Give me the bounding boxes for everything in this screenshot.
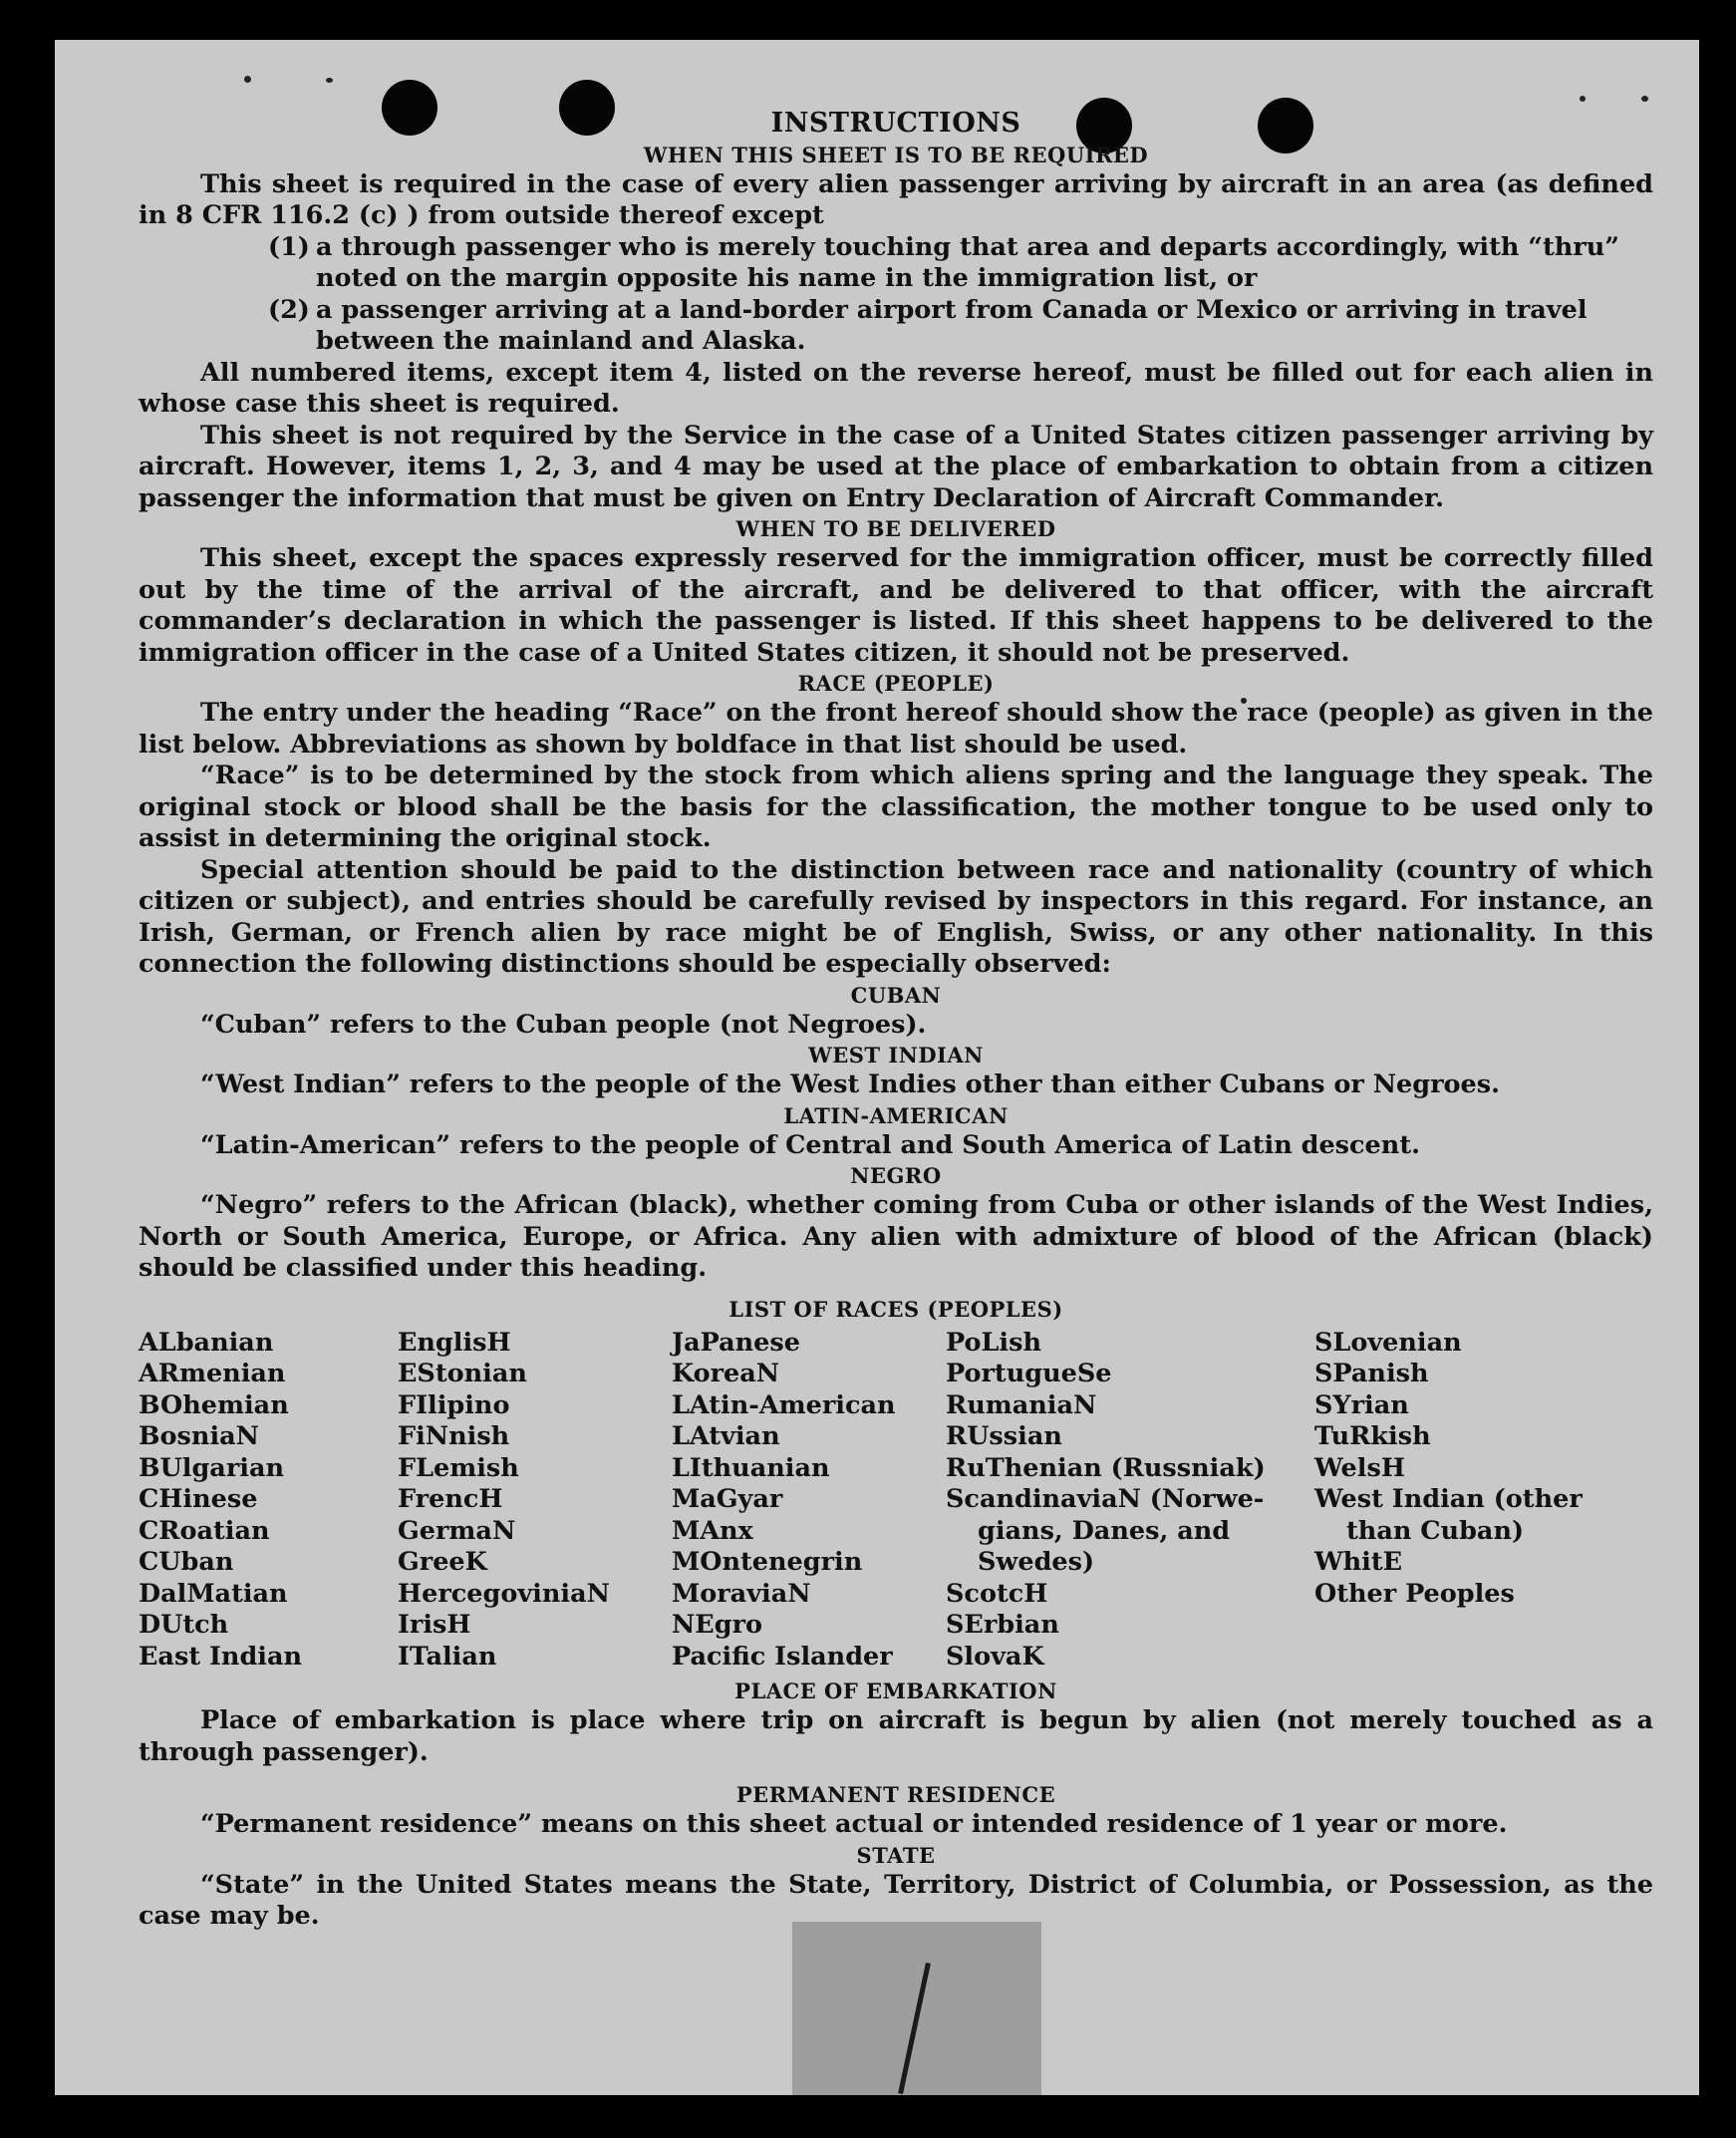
race-item: ALbanian bbox=[139, 1327, 274, 1358]
paragraph: This sheet is required in the case of every alien passenger arriving by aircraft in an area (as defined in 8 CFR 116.2 (c) ) from outside thereof except bbox=[139, 168, 1653, 230]
heading-race: RACE (PEOPLE) bbox=[797, 671, 995, 696]
race-item: West Indian (other bbox=[1314, 1484, 1583, 1514]
definition-latin-american: “Latin-American” refers to the people of Central and South America of Latin descent. bbox=[200, 1129, 1420, 1160]
paragraph: Special attention should be paid to the distinction between race and nationality (country of which citizen or subject), and entries should be carefully revised by inspectors in this regard. For instance, an Irish, German, or French alien by race might be of English, Swiss, or any other nationality. In this connection the following distinctions should be especially observed: bbox=[139, 854, 1653, 979]
race-item: PoLish bbox=[946, 1327, 1042, 1358]
item-text: a through passenger who is merely touching that area and departs accordingly, with “thru” bbox=[316, 231, 1619, 262]
race-item: ITalian bbox=[398, 1641, 497, 1672]
speck bbox=[1580, 96, 1586, 102]
race-item: GreeK bbox=[398, 1547, 487, 1577]
race-item: MOntenegrin bbox=[672, 1547, 863, 1577]
race-item: CRoatian bbox=[139, 1515, 270, 1546]
item-text: a passenger arriving at a land-border airport from Canada or Mexico or arriving in travel bbox=[316, 294, 1588, 325]
paragraph: This sheet, except the spaces expressly reserved for the immigration officer, must be correctly filled out by the time of the arrival of the aircraft, and be delivered to that officer, with the aircraft commander’s declaration in which the passenger is listed. If this sheet happens to be delivered to the immigration officer in the case of a United States citizen, it should not be preserved. bbox=[139, 543, 1653, 668]
races-column-1 bbox=[139, 1328, 398, 1674]
race-item: MaGyar bbox=[672, 1484, 783, 1514]
race-item: WhitE bbox=[1314, 1547, 1403, 1577]
heading-latin-american: LATIN-AMERICAN bbox=[783, 1102, 1009, 1128]
races-column-4 bbox=[946, 1328, 1314, 1674]
race-item: BOhemian bbox=[139, 1389, 289, 1420]
race-item: SlovaK bbox=[946, 1641, 1044, 1672]
paragraph: “Race” is to be determined by the stock from which aliens spring and the language they speak. The original stock or blood shall be the basis for the classification, the mother tongue to be used only to assist in determining the original stock. bbox=[139, 761, 1653, 853]
race-item: RuThenian (Russniak) bbox=[946, 1452, 1266, 1483]
heading-negro: NEGRO bbox=[850, 1163, 942, 1188]
race-item: CUban bbox=[139, 1547, 234, 1577]
race-item: RUssian bbox=[946, 1421, 1062, 1451]
race-item: SLovenian bbox=[1314, 1327, 1462, 1358]
item-text: noted on the margin opposite his name in the immigration list, or bbox=[316, 263, 1258, 293]
race-item: Other Peoples bbox=[1314, 1578, 1515, 1609]
race-item: RumaniaN bbox=[946, 1389, 1097, 1420]
race-item: TuRkish bbox=[1314, 1421, 1431, 1451]
paragraph: This sheet is not required by the Service in the case of a United States citizen passenger arriving by aircraft. However, items 1, 2, 3, and 4 may be used at the place of embarkation to obtain from a citizen passenger the information that must be given on Entry Declaration of Aircraft Commander. bbox=[139, 420, 1653, 513]
instructions-body bbox=[139, 108, 1653, 1933]
item-number: (2) bbox=[268, 294, 310, 325]
race-item: Pacific Islander bbox=[672, 1641, 893, 1672]
race-item: ScandinaviaN (Norwe- bbox=[946, 1484, 1265, 1514]
item-number: (1) bbox=[268, 231, 310, 262]
race-item: IrisH bbox=[398, 1610, 471, 1640]
heading-state: STATE bbox=[856, 1842, 936, 1868]
tear-mark bbox=[898, 1963, 931, 2094]
heading-list-of-races: LIST OF RACES (PEOPLES) bbox=[728, 1296, 1063, 1322]
race-item: FrencH bbox=[398, 1484, 503, 1514]
race-item: HercegoviniaN bbox=[398, 1578, 610, 1609]
definition-negro: “Negro” refers to the African (black), whether coming from Cuba or other islands of the West Indies, North or South America, Europe, or Africa. Any alien with admixture of blood of the African (black) should be classified under this heading. bbox=[139, 1190, 1653, 1283]
race-item: CHinese bbox=[139, 1484, 258, 1514]
exception-item-2 bbox=[268, 295, 1653, 358]
paragraph: All numbered items, except item 4, listed on the reverse hereof, must be filled out for each alien in whose case this sheet is required. bbox=[139, 357, 1653, 419]
paragraph: “State” in the United States means the State, Territory, District of Columbia, or Possession, as the case may be. bbox=[139, 1869, 1653, 1931]
paragraph: “Permanent residence” means on this sheet actual or intended residence of 1 year or more. bbox=[200, 1809, 1508, 1839]
race-item: gians, Danes, and Swedes) bbox=[978, 1515, 1231, 1577]
race-item: LIthuanian bbox=[672, 1452, 830, 1483]
race-item: East Indian bbox=[139, 1641, 303, 1672]
race-item: SPanish bbox=[1314, 1359, 1429, 1388]
race-item: PortugueSe bbox=[946, 1359, 1112, 1388]
race-item: BosniaN bbox=[139, 1421, 259, 1451]
page-title: INSTRUCTIONS bbox=[770, 108, 1021, 139]
races-table bbox=[139, 1328, 1653, 1674]
race-item: BUlgarian bbox=[139, 1452, 285, 1483]
paragraph: The entry under the heading “Race” on the front hereof should show the race (people) as given in the list below. Abbreviations as shown by boldface in that list should be used. bbox=[139, 698, 1653, 760]
definition-cuban: “Cuban” refers to the Cuban people (not Negroes). bbox=[200, 1009, 927, 1040]
heading-when-required: WHEN THIS SHEET IS TO BE REQUIRED bbox=[643, 142, 1149, 167]
race-item: FLemish bbox=[398, 1452, 519, 1483]
races-column-5 bbox=[1314, 1328, 1653, 1674]
exception-item-1 bbox=[268, 232, 1653, 295]
race-item: FiNnish bbox=[398, 1421, 510, 1451]
definition-west-indian: “West Indian” refers to the people of the West Indies other than either Cubans or Negroes. bbox=[200, 1069, 1500, 1099]
race-item: SErbian bbox=[946, 1610, 1059, 1640]
speck bbox=[1641, 96, 1648, 102]
race-item: MAnx bbox=[672, 1515, 753, 1546]
paragraph: Place of embarkation is place where trip on aircraft is begun by alien (not merely touched as a through passenger). bbox=[139, 1705, 1653, 1767]
heading-cuban: CUBAN bbox=[850, 982, 942, 1008]
speck bbox=[244, 76, 251, 83]
heading-when-delivered: WHEN TO BE DELIVERED bbox=[735, 516, 1056, 541]
race-item: LAtvian bbox=[672, 1421, 780, 1451]
race-item: DUtch bbox=[139, 1610, 229, 1640]
race-item: SYrian bbox=[1314, 1389, 1409, 1420]
race-item: JaPanese bbox=[672, 1327, 800, 1358]
race-item: MoraviaN bbox=[672, 1578, 811, 1609]
race-item: LAtin-American bbox=[672, 1389, 896, 1420]
race-item: EStonian bbox=[398, 1359, 527, 1388]
heading-west-indian: WEST INDIAN bbox=[808, 1043, 984, 1068]
race-item: EnglisH bbox=[398, 1327, 511, 1358]
item-text: between the mainland and Alaska. bbox=[316, 326, 806, 356]
race-item: than Cuban) bbox=[1346, 1515, 1525, 1546]
race-item: WelsH bbox=[1314, 1452, 1405, 1483]
document-sheet bbox=[55, 40, 1699, 2095]
race-item: GermaN bbox=[398, 1515, 516, 1546]
race-item: ARmenian bbox=[139, 1359, 286, 1388]
tape-patch bbox=[792, 1922, 1041, 2095]
speck bbox=[326, 78, 333, 83]
races-column-2 bbox=[398, 1328, 672, 1674]
heading-embarkation: PLACE OF EMBARKATION bbox=[734, 1679, 1057, 1703]
race-item: KoreaN bbox=[672, 1359, 780, 1388]
heading-residence: PERMANENT RESIDENCE bbox=[735, 1782, 1056, 1807]
race-item: DalMatian bbox=[139, 1578, 288, 1609]
race-item: FIlipino bbox=[398, 1389, 510, 1420]
races-column-3 bbox=[672, 1328, 946, 1674]
race-item: NEgro bbox=[672, 1610, 763, 1640]
race-item: ScotcH bbox=[946, 1578, 1048, 1609]
